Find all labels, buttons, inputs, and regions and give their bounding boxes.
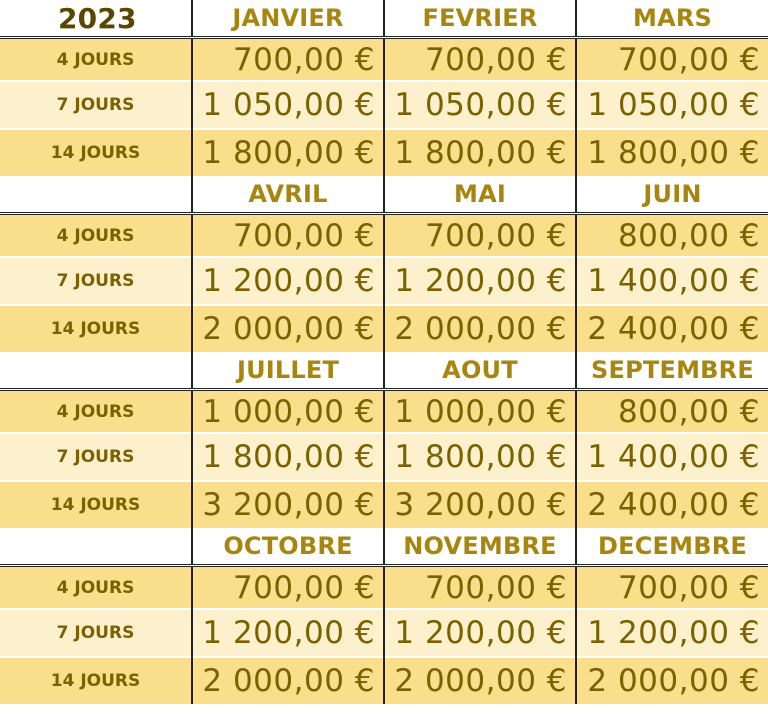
table-row xyxy=(0,257,768,305)
blank-cell xyxy=(0,176,192,214)
price-cell: 1 800,00 € xyxy=(192,433,384,481)
table-row xyxy=(0,81,768,129)
duration-label: 7 JOURS xyxy=(0,81,192,129)
price-cell: 1 400,00 € xyxy=(576,257,768,305)
month-header: MAI xyxy=(384,176,576,214)
year-label: 2023 xyxy=(0,0,192,38)
price-cell: 1 050,00 € xyxy=(576,81,768,129)
duration-label: 4 JOURS xyxy=(0,390,192,434)
duration-label: 14 JOURS xyxy=(0,481,192,528)
month-header-row xyxy=(0,528,768,566)
price-cell: 700,00 € xyxy=(192,214,384,258)
month-header: JUILLET xyxy=(192,352,384,390)
table-row xyxy=(0,38,768,82)
duration-label: 14 JOURS xyxy=(0,129,192,176)
price-cell: 2 400,00 € xyxy=(576,305,768,352)
price-cell: 700,00 € xyxy=(192,38,384,82)
duration-label: 4 JOURS xyxy=(0,566,192,610)
month-header: AOUT xyxy=(384,352,576,390)
month-header: FEVRIER xyxy=(384,0,576,38)
month-header: JUIN xyxy=(576,176,768,214)
price-cell: 1 200,00 € xyxy=(384,609,576,657)
price-cell: 1 800,00 € xyxy=(384,433,576,481)
price-cell: 2 000,00 € xyxy=(576,657,768,704)
price-cell: 1 200,00 € xyxy=(384,257,576,305)
month-header: MARS xyxy=(576,0,768,38)
table-row xyxy=(0,609,768,657)
duration-label: 4 JOURS xyxy=(0,214,192,258)
month-header: SEPTEMBRE xyxy=(576,352,768,390)
price-cell: 2 000,00 € xyxy=(384,657,576,704)
price-cell: 700,00 € xyxy=(576,566,768,610)
price-cell: 700,00 € xyxy=(384,566,576,610)
price-cell: 700,00 € xyxy=(192,566,384,610)
price-cell: 1 400,00 € xyxy=(576,433,768,481)
price-cell: 1 000,00 € xyxy=(384,390,576,434)
price-cell: 2 000,00 € xyxy=(192,305,384,352)
price-cell: 700,00 € xyxy=(384,214,576,258)
duration-label: 4 JOURS xyxy=(0,38,192,82)
price-cell: 800,00 € xyxy=(576,214,768,258)
month-header: AVRIL xyxy=(192,176,384,214)
duration-label: 14 JOURS xyxy=(0,657,192,704)
price-cell: 1 800,00 € xyxy=(192,129,384,176)
price-cell: 700,00 € xyxy=(384,38,576,82)
price-cell: 1 800,00 € xyxy=(576,129,768,176)
duration-label: 7 JOURS xyxy=(0,609,192,657)
price-cell: 1 200,00 € xyxy=(192,257,384,305)
price-cell: 3 200,00 € xyxy=(192,481,384,528)
month-header: DECEMBRE xyxy=(576,528,768,566)
month-header-row xyxy=(0,176,768,214)
price-cell: 1 800,00 € xyxy=(384,129,576,176)
price-cell: 1 000,00 € xyxy=(192,390,384,434)
price-cell: 1 200,00 € xyxy=(192,609,384,657)
price-cell: 2 000,00 € xyxy=(384,305,576,352)
table-row xyxy=(0,390,768,434)
table-row xyxy=(0,305,768,352)
month-header-row xyxy=(0,0,768,38)
price-cell: 2 000,00 € xyxy=(192,657,384,704)
duration-label: 7 JOURS xyxy=(0,257,192,305)
table-row xyxy=(0,433,768,481)
month-header: JANVIER xyxy=(192,0,384,38)
price-cell: 1 200,00 € xyxy=(576,609,768,657)
price-cell: 800,00 € xyxy=(576,390,768,434)
table-row xyxy=(0,566,768,610)
duration-label: 7 JOURS xyxy=(0,433,192,481)
table-row xyxy=(0,214,768,258)
table-row xyxy=(0,129,768,176)
price-cell: 1 050,00 € xyxy=(384,81,576,129)
price-cell: 1 050,00 € xyxy=(192,81,384,129)
price-cell: 2 400,00 € xyxy=(576,481,768,528)
duration-label: 14 JOURS xyxy=(0,305,192,352)
blank-cell xyxy=(0,352,192,390)
month-header: OCTOBRE xyxy=(192,528,384,566)
price-cell: 700,00 € xyxy=(576,38,768,82)
table-row xyxy=(0,481,768,528)
month-header-row xyxy=(0,352,768,390)
table-row xyxy=(0,657,768,704)
month-header: NOVEMBRE xyxy=(384,528,576,566)
blank-cell xyxy=(0,528,192,566)
price-cell: 3 200,00 € xyxy=(384,481,576,528)
